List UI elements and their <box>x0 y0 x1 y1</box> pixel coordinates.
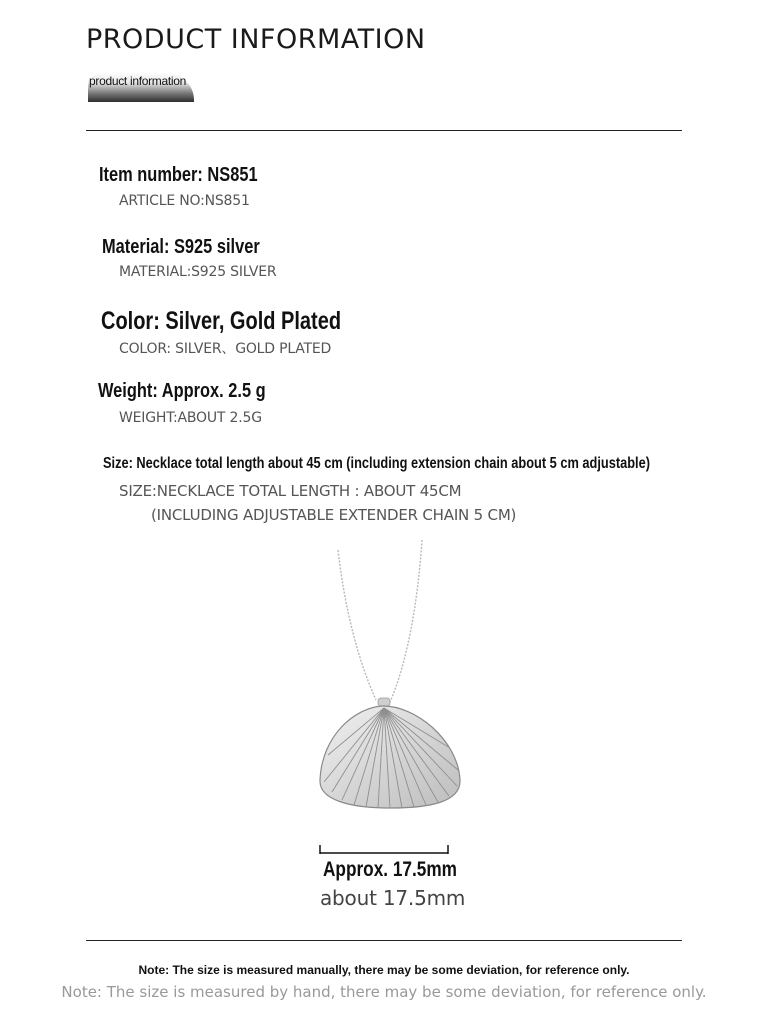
dimension-bracket <box>319 845 449 855</box>
size-sub-2: (INCLUDING ADJUSTABLE EXTENDER CHAIN 5 CM) <box>151 506 517 524</box>
chain-right <box>390 540 422 702</box>
size-label: Size: Necklace total length about 45 cm (including extension chain about 5 cm adjustable) <box>103 455 650 472</box>
bottom-divider <box>86 940 682 941</box>
color-label: Color: Silver, Gold Plated <box>101 307 342 335</box>
weight-label: Weight: Approx. 2.5 g <box>98 380 266 402</box>
top-divider <box>86 130 682 131</box>
page-title: PRODUCT INFORMATION <box>86 24 426 55</box>
size-sub-1: SIZE:NECKLACE TOTAL LENGTH : ABOUT 45CM <box>119 482 462 500</box>
shell-necklace-image <box>300 530 480 850</box>
footer-note: Note: The size is measured manually, there may be some deviation, for reference only. <box>138 963 630 977</box>
material-sub: MATERIAL:S925 SILVER <box>119 264 277 280</box>
material-label: Material: S925 silver <box>102 236 260 258</box>
chain-left <box>338 550 376 700</box>
color-sub: COLOR: SILVER、GOLD PLATED <box>119 341 332 357</box>
weight-sub: WEIGHT:ABOUT 2.5G <box>119 410 262 426</box>
dimension-label: Approx. 17.5mm <box>323 858 457 881</box>
dimension-sub: about 17.5mm <box>320 886 466 910</box>
footer-note-sub: Note: The size is measured by hand, there may be some deviation, for reference only. <box>61 983 707 1001</box>
pendant-bail <box>378 698 390 706</box>
item-number-sub: ARTICLE NO:NS851 <box>119 193 250 209</box>
item-number-label: Item number: NS851 <box>99 164 258 186</box>
header-badge-label: product information <box>89 74 187 88</box>
